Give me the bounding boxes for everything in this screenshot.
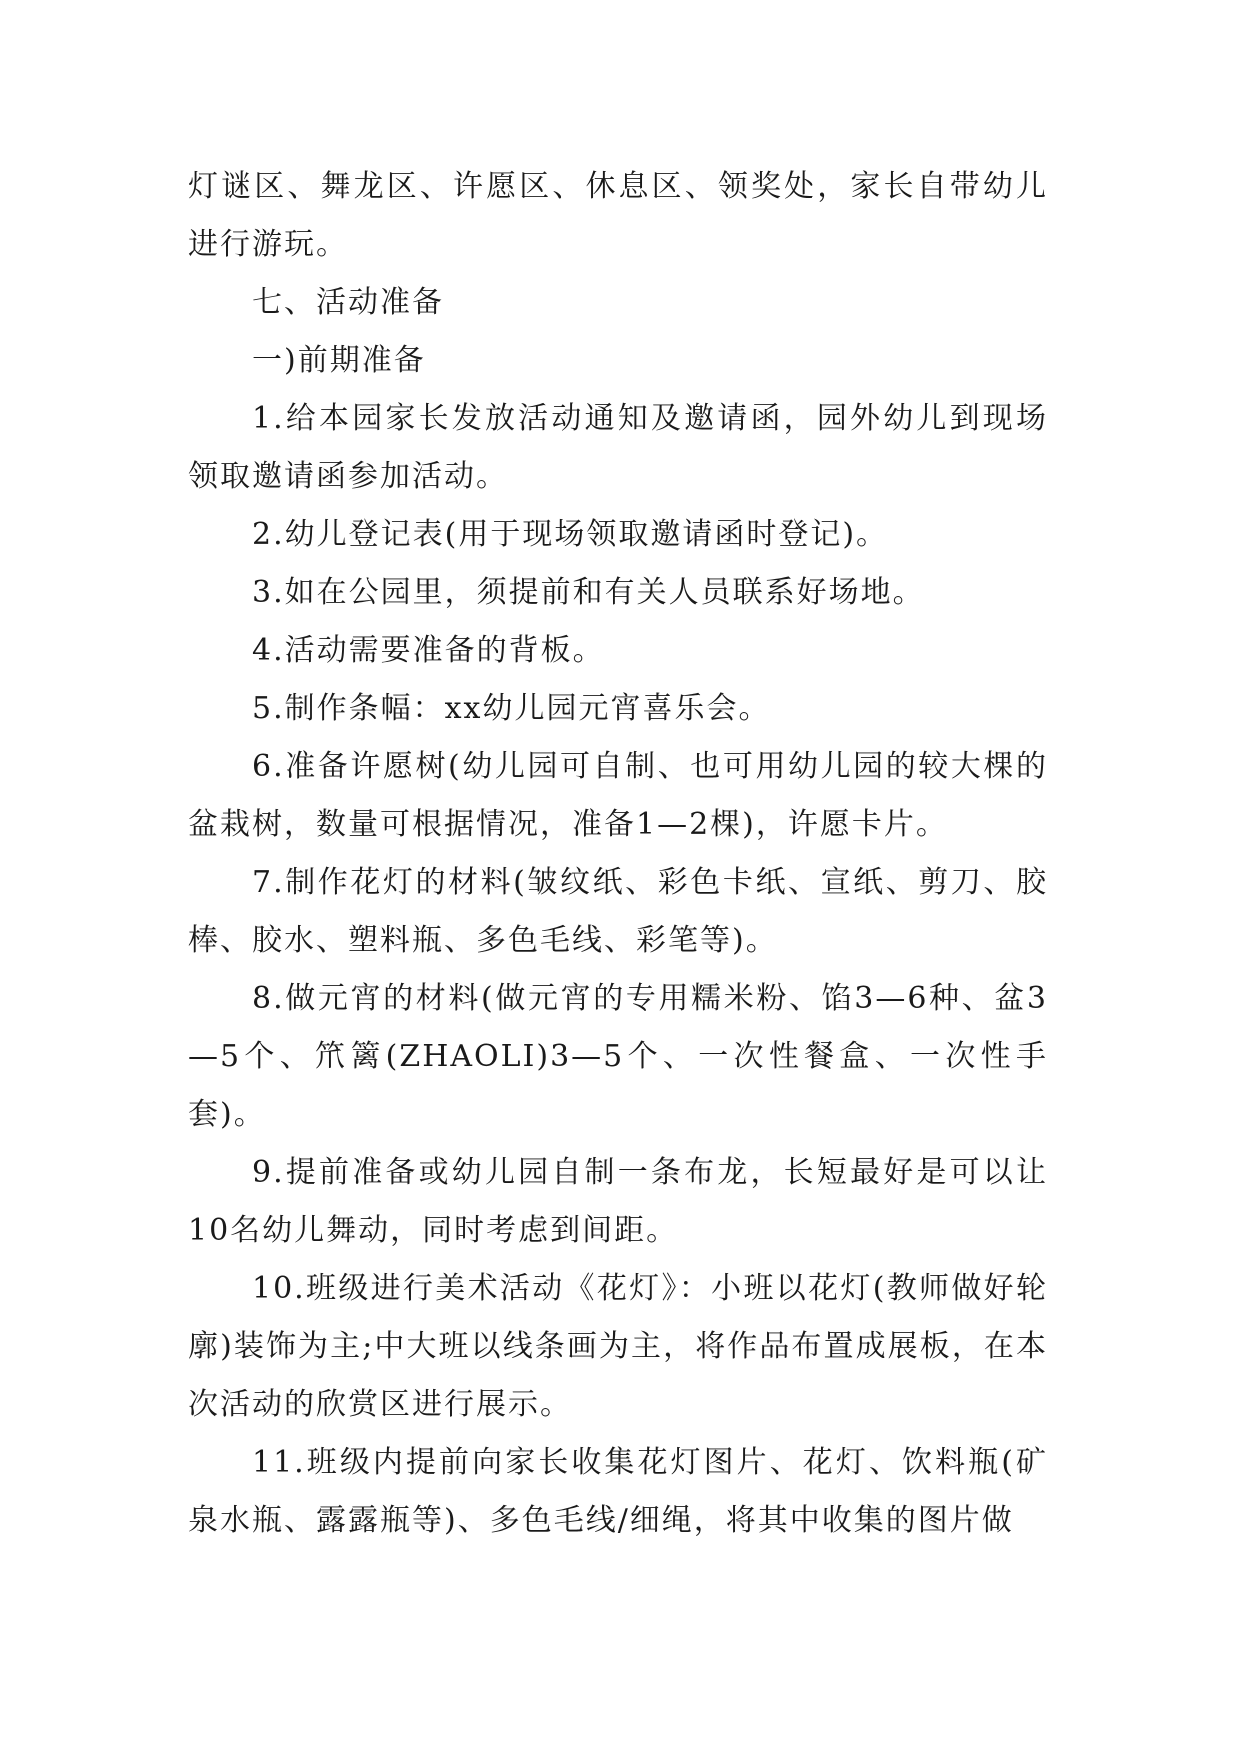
- paragraph-continuation: 灯谜区、舞龙区、许愿区、休息区、领奖处，家长自带幼儿进行游玩。: [188, 169, 1048, 262]
- document-body: [188, 158, 1048, 1550]
- list-item-4: 4.活动需要准备的背板。: [252, 633, 605, 668]
- list-item-9: 9.提前准备或幼儿园自制一条布龙，长短最好是可以让10名幼儿舞动，同时考虑到间距。: [188, 1155, 1048, 1248]
- list-item-7: 7.制作花灯的材料(皱纹纸、彩色卡纸、宣纸、剪刀、胶棒、胶水、塑料瓶、多色毛线、彩笔等)。: [188, 865, 1048, 958]
- list-item-1: 1.给本园家长发放活动通知及邀请函，园外幼儿到现场领取邀请函参加活动。: [188, 401, 1048, 494]
- list-item-8: 8.做元宵的材料(做元宵的专用糯米粉、馅3—6种、盆3—5个、笊篱(ZHAOLI)3—5个、一次性餐盒、一次性手套)。: [188, 981, 1048, 1132]
- subsection-heading-early-preparation: 一)前期准备: [252, 343, 426, 378]
- list-item-5: 5.制作条幅：xx幼儿园元宵喜乐会。: [252, 691, 771, 726]
- list-item-10: 10.班级进行美术活动《花灯》：小班以花灯(教师做好轮廓)装饰为主;中大班以线条画为主，将作品布置成展板，在本次活动的欣赏区进行展示。: [188, 1271, 1048, 1422]
- list-item-11: 11.班级内提前向家长收集花灯图片、花灯、饮料瓶(矿泉水瓶、露露瓶等)、多色毛线/细绳，将其中收集的图片做: [188, 1445, 1048, 1538]
- list-item-2: 2.幼儿登记表(用于现场领取邀请函时登记)。: [252, 517, 889, 552]
- section-heading-activity-preparation: 七、活动准备: [252, 285, 444, 320]
- list-item-6: 6.准备许愿树(幼儿园可自制、也可用幼儿园的较大棵的盆栽树，数量可根据情况，准备1—2棵)，许愿卡片。: [188, 749, 1048, 842]
- list-item-3: 3.如在公园里，须提前和有关人员联系好场地。: [252, 575, 925, 610]
